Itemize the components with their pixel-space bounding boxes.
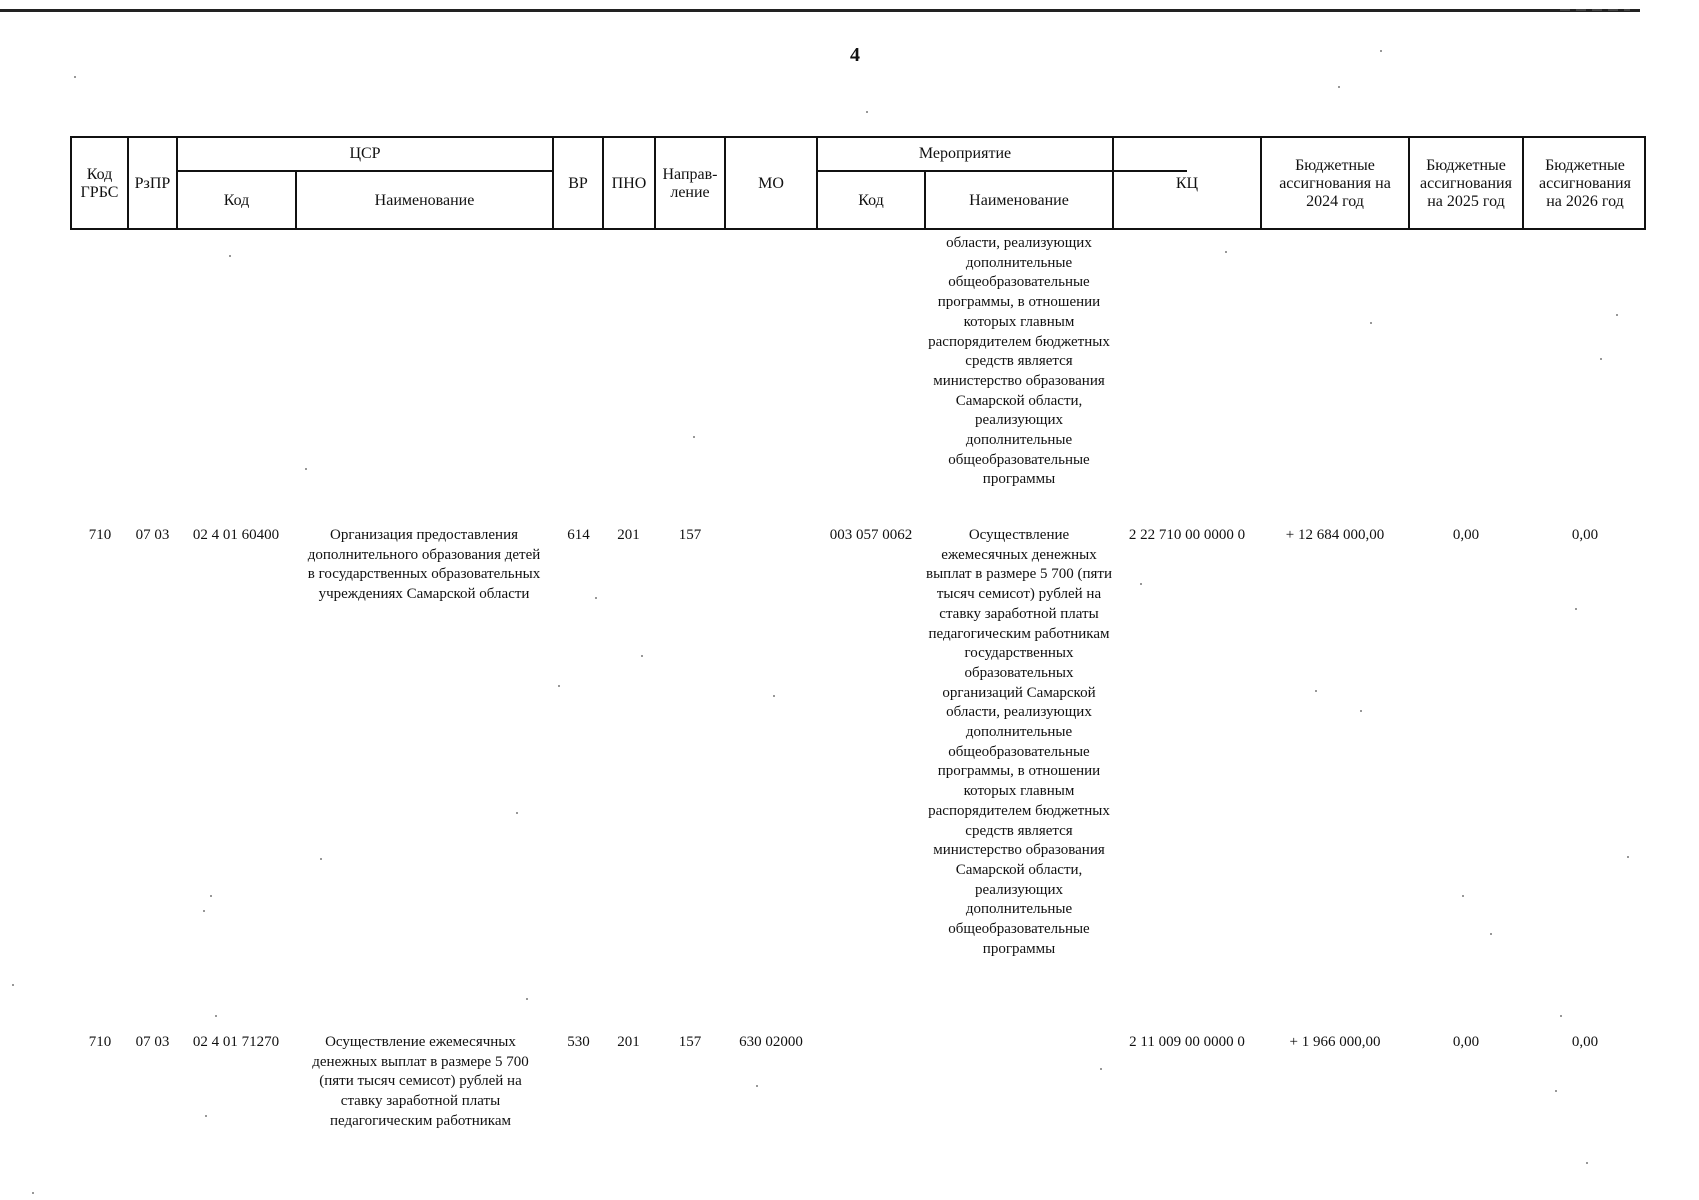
header-budget-2026: Бюджетные ассигнования на 2026 год (1539, 157, 1631, 210)
header-budget-2025: Бюджетные ассигнования на 2025 год (1420, 157, 1512, 210)
top-rule-dash (1560, 9, 1630, 11)
row1-budget-2026: 0,00 (1571, 527, 1599, 543)
row1-vr: 614 (567, 527, 590, 543)
row1-grbs: 710 (88, 527, 112, 543)
header-mer-kod: Код (858, 192, 884, 209)
row1-mer-kod: 003 057 0062 (829, 527, 913, 543)
row2-csr-kod: 02 4 01 71270 (192, 1034, 280, 1050)
row1-csr-name: Организация предоставления дополнительного образования детей в государственных образовательных учреждениях Самарской области (307, 527, 541, 603)
header-kc: КЦ (1175, 175, 1199, 192)
row2-budget-2025: 0,00 (1452, 1034, 1480, 1050)
row2-budget-2024: + 1 966 000,00 (1289, 1034, 1381, 1050)
row1-pno: 201 (617, 527, 640, 543)
row2-budget-2026: 0,00 (1571, 1034, 1599, 1050)
header-budget-2024: Бюджетные ассигнования на 2024 год (1279, 157, 1391, 210)
row2-napravlenie: 157 (678, 1034, 702, 1050)
row2-kc: 2 11 009 00 0000 0 (1129, 1034, 1245, 1050)
header-meropriyatie: Мероприятие (918, 145, 1012, 162)
row2-csr-name: Осуществление ежемесячных денежных выплат в размере 5 700 (пяти тысяч семисот) рублей на ставку заработной платы педагогическим работникам (312, 1034, 529, 1129)
row2-rzpr: 07 03 (135, 1034, 170, 1050)
table-header (70, 136, 1646, 230)
row2-mo: 630 02000 (739, 1034, 803, 1050)
row1-napravlenie: 157 (678, 527, 702, 543)
row1-kc: 2 22 710 00 0000 0 (1128, 527, 1246, 543)
header-csr-kod: Код (223, 192, 250, 209)
header-rzpr: РзПР (134, 175, 171, 192)
header-vr: ВР (568, 175, 588, 192)
row1-csr-kod: 02 4 01 60400 (192, 527, 280, 543)
header-napravlenie: Направ-ление (662, 166, 718, 201)
row1-rzpr: 07 03 (135, 527, 170, 543)
header-mo: МО (758, 175, 784, 192)
row1-mer-name: Осуществление ежемесячных денежных выплат в размере 5 700 (пяти тысяч семисот) рублей на ставку заработной платы педагогическим работникам государственных образовательных организаций Самарской области, реализующих дополнительные общеобразовательные программы, в отношении которых главным распорядителем бюджетных средств является министерство образования Самарской области, реализующих дополнительные общеобразовательные программы (926, 527, 1113, 957)
header-mer-name: Наименование (969, 192, 1069, 209)
header-pno: ПНО (611, 175, 647, 192)
row2-pno: 201 (617, 1034, 640, 1050)
header-csr: ЦСР (349, 145, 381, 162)
top-rule (0, 9, 1640, 12)
row1-budget-2024: + 12 684 000,00 (1285, 527, 1385, 543)
row1-budget-2025: 0,00 (1452, 527, 1480, 543)
row2-grbs: 710 (88, 1034, 112, 1050)
header-csr-name: Наименование (374, 192, 475, 209)
page-number: 4 (850, 44, 860, 66)
header-kod-grbs: Код ГРБС (80, 166, 119, 201)
continuation-text: области, реализующих дополнительные общеобразовательные программы, в отношении которых главным распорядителем бюджетных средств является министерство образования Самарской области, реализующих дополнительные общеобразовательные программы (928, 235, 1110, 488)
row2-vr: 530 (567, 1034, 590, 1050)
